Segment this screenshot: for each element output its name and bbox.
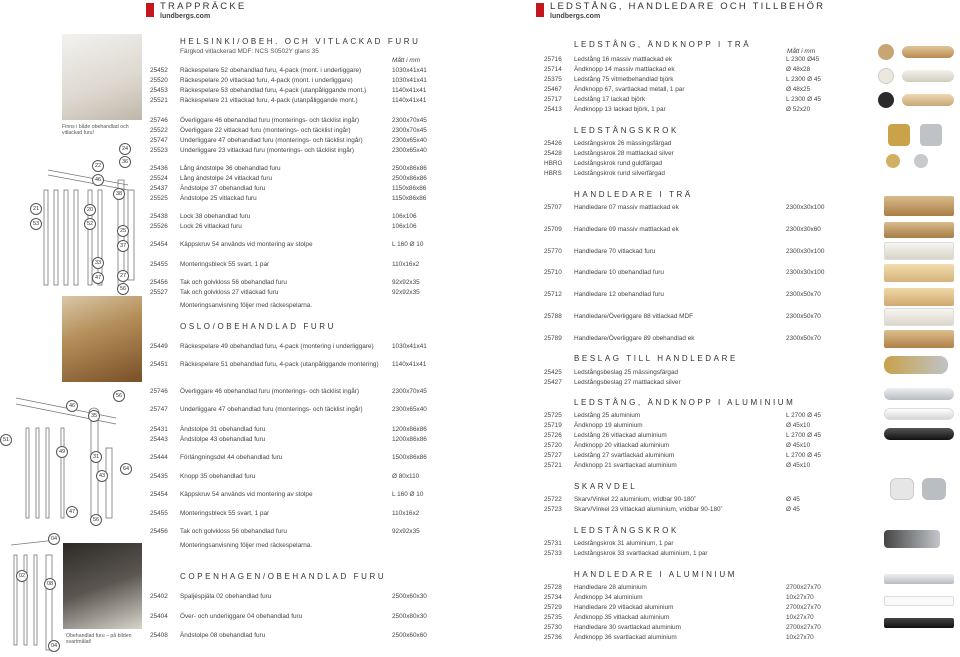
product-description: Lång ändstolpe 24 vitlackad furu <box>180 175 273 182</box>
diagram-number: 02 <box>16 570 28 582</box>
brand-logo <box>146 3 154 17</box>
product-description: Överliggare 46 obehandlad furu (monterings- och täcklist ingår) <box>180 117 360 124</box>
product-dimensions: 1150x86x86 <box>392 185 427 192</box>
product-dimensions: 2300x50x70 <box>786 335 821 342</box>
article-number: 25725 <box>544 412 562 419</box>
skarv-alu-image <box>922 478 946 500</box>
product-dimensions: 2700x27x70 <box>786 584 821 591</box>
product-dimensions: 92x92x35 <box>392 528 420 535</box>
product-description: Ändknopp 36 svartlackad aluminium <box>574 634 677 641</box>
article-number: 25436 <box>150 165 168 172</box>
diagram-number: 33 <box>92 257 104 269</box>
product-description: Ändknopp 13 lackad björk, 1 par <box>574 106 666 113</box>
diagram-number: 43 <box>96 470 108 482</box>
handledare-70-image <box>884 242 954 260</box>
product-dimensions: 2300x70x45 <box>392 117 427 124</box>
handledare-88-image <box>884 308 954 326</box>
diagram-number: 46 <box>92 174 104 186</box>
knob-white-image <box>878 68 894 84</box>
product-description: Handledare 28 aluminium <box>574 584 647 591</box>
article-number: 25524 <box>150 175 168 182</box>
product-description: Ändknopp 34 aluminium <box>574 594 643 601</box>
article-number: 25733 <box>544 550 562 557</box>
handledare-09-image <box>884 222 954 238</box>
product-dimensions: 2300x70x45 <box>392 127 427 134</box>
diagram-number: 25 <box>117 225 129 237</box>
article-number: HBRS <box>544 170 562 177</box>
product-description: Ledstångskrok 31 aluminium, 1 par <box>574 540 674 547</box>
product-description: Handledare 09 massiv mattlackad ek <box>574 226 679 233</box>
product-description: Ledstång 25 aluminium <box>574 412 641 419</box>
product-dimensions: 2300x30x60 <box>786 226 821 233</box>
article-number: 25736 <box>544 634 562 641</box>
product-dimensions: L 160 Ø 10 <box>392 241 424 248</box>
product-dimensions: 2300x65x40 <box>392 137 427 144</box>
right-header <box>536 2 825 21</box>
product-description: Ledstång 27 svartlackad aluminium <box>574 452 675 459</box>
left-header <box>146 2 246 21</box>
black-flat-rail-image <box>884 618 954 628</box>
product-dimensions: 2500x86x86 <box>392 175 427 182</box>
product-description: Ändknopp 14 massiv mattlackad ek <box>574 66 675 73</box>
product-description: Ändknopp 67, svartlackad metall, 1 par <box>574 86 685 93</box>
article-number: 25747 <box>150 406 168 413</box>
article-number: 25731 <box>544 540 562 547</box>
brand-logo <box>536 3 544 17</box>
article-number: 25714 <box>544 66 562 73</box>
product-description: Lock 38 obehandlad furu <box>180 213 251 220</box>
product-description: Handledare 12 obehandlad furu <box>574 291 664 298</box>
article-number: 25717 <box>544 96 562 103</box>
product-description: Räckespelare 21 vitlackad furu, 4-pack (utanpåliggande mont.) <box>180 97 358 104</box>
product-description: Ledstångsbeslag 27 mattlackad silver <box>574 379 681 386</box>
product-description: Knopp 35 obehandlad furu <box>180 473 256 480</box>
handledare-89-image <box>884 330 954 348</box>
diagram-number: 56 <box>113 390 125 402</box>
product-description: Ledstångskrok 26 mässingsfärgad <box>574 140 672 147</box>
white-rail-image <box>884 408 954 420</box>
section-title-handledare-tra: HANDLEDARE I TRÄ <box>574 190 693 199</box>
product-dimensions: 1140x41x41 <box>392 97 427 104</box>
handledare-10-image <box>884 264 954 282</box>
article-number: 25402 <box>150 593 168 600</box>
product-dimensions: L 2700 Ø 45 <box>786 432 821 439</box>
product-dimensions: L 2300 Ø45 <box>786 56 820 63</box>
product-dimensions: 2300x50x70 <box>786 313 821 320</box>
article-number: 25727 <box>544 452 562 459</box>
article-number: 25735 <box>544 614 562 621</box>
alu-rail-image <box>884 388 954 400</box>
product-dimensions: 10x27x70 <box>786 614 814 621</box>
product-description: Handledare 70 vitlackad furu <box>574 248 656 255</box>
article-number: 25425 <box>544 369 562 376</box>
product-description: Monteringsanvisning följer med räckespelarna. <box>180 542 313 549</box>
section-title-handledare-alu: HANDLEDARE I ALUMINIUM <box>574 570 737 579</box>
callout-bottom: Obehandlad furu – på bilden svartmålat! <box>66 633 132 645</box>
article-number: 25431 <box>150 426 168 433</box>
product-dimensions: L 2700 Ø 45 <box>786 452 821 459</box>
product-dimensions: 2300x30x100 <box>786 269 825 276</box>
product-dimensions: 2300x65x40 <box>392 406 427 413</box>
product-description: Handledare 29 vitlackad aluminium <box>574 604 674 611</box>
article-number: 25443 <box>150 436 168 443</box>
product-dimensions: 1500x86x86 <box>392 454 427 461</box>
helsinki-subtitle: Färgkod vitlackerad MDF: NCS S0502Y glans 35 <box>180 48 319 55</box>
product-description: Ändknopp 35 vitlackad aluminium <box>574 614 670 621</box>
diagram-number: 04 <box>48 533 60 545</box>
article-number: 25438 <box>150 213 168 220</box>
diagram-number: 52 <box>84 218 96 230</box>
product-dimensions: L 2300 Ø 45 <box>786 76 821 83</box>
section-title-beslag: BESLAG TILL HANDLEDARE <box>574 354 738 363</box>
product-description: Käppskruv 54 används vid montering av stolpe <box>180 491 313 498</box>
product-dimensions: 2700x27x70 <box>786 604 821 611</box>
product-description: Ledstångskrok rund guldfärgad <box>574 160 663 167</box>
photo-black-staircase <box>63 543 142 629</box>
unit-label: Mått i mm <box>787 48 816 55</box>
product-dimensions: 2500x80x30 <box>392 613 427 620</box>
product-dimensions: 2500x60x30 <box>392 593 427 600</box>
article-number: 25428 <box>544 150 562 157</box>
article-number: 25454 <box>150 491 168 498</box>
article-number: 25788 <box>544 313 562 320</box>
product-dimensions: Ø 45x10 <box>786 462 811 469</box>
article-number: 25526 <box>150 223 168 230</box>
product-description: Överliggare 22 vitlackad furu (monterings- och täcklist ingår) <box>180 127 351 134</box>
product-description: Handledare/Överliggare 88 vitlackad MDF <box>574 313 693 320</box>
product-dimensions: Ø 45x10 <box>786 442 811 449</box>
product-description: Ledstångskrok rund silverfärgad <box>574 170 665 177</box>
product-description: Lock 26 vitlackad furu <box>180 223 242 230</box>
article-number: 25746 <box>150 388 168 395</box>
article-number: 25770 <box>544 248 562 255</box>
article-number: 25728 <box>544 584 562 591</box>
product-description: Ändstolpe 08 obehandlad furu <box>180 632 266 639</box>
article-number: 25721 <box>544 462 562 469</box>
product-description: Underliggare 47 obehandlad furu (monterings- och täcklist ingår) <box>180 137 363 144</box>
product-description: Handledare 10 obehandlad furu <box>574 269 664 276</box>
diagram-number: 21 <box>30 203 42 215</box>
product-description: Monteringsbleck 55 svart, 1 par <box>180 510 270 517</box>
handrail-white-image <box>902 70 954 82</box>
diagram-number: 35 <box>88 410 100 422</box>
article-number: 25437 <box>150 185 168 192</box>
section-title-oslo: OSLO/OBEHANDLAD FURU <box>180 322 337 331</box>
product-dimensions: 10x27x70 <box>786 634 814 641</box>
article-number: 25734 <box>544 594 562 601</box>
article-number: 25525 <box>150 195 168 202</box>
diagram-number: 53 <box>30 218 42 230</box>
product-description: Ledstångskrok 28 mattlackad silver <box>574 150 674 157</box>
product-description: Ledstång 17 lackad björk <box>574 96 646 103</box>
section-title-ledstang-tra: LEDSTÅNG, ÄNDKNOPP I TRÄ <box>574 40 752 49</box>
diagram-number: 08 <box>44 578 56 590</box>
article-number: 25413 <box>544 106 562 113</box>
product-dimensions: Ø 80x110 <box>392 473 420 480</box>
product-description: Skarv/Vinkel 22 aluminium, vridbar 90-180˚ <box>574 496 697 503</box>
diagram-number: 38 <box>113 188 125 200</box>
article-number: 25520 <box>150 77 168 84</box>
product-description: Ledstång 16 massiv mattlackad ek <box>574 56 673 63</box>
article-number: 25408 <box>150 632 168 639</box>
diagram-number: 36 <box>119 156 131 168</box>
black-rail-image <box>884 428 954 440</box>
diagram-number: 64 <box>120 463 132 475</box>
product-description: Ändknopp 20 vitlackad aluminium <box>574 442 670 449</box>
product-description: Räckespelare 51 obehandlad furu, 4-pack (utanpåliggande montering) <box>180 361 379 368</box>
product-dimensions: 110x16x2 <box>392 510 420 517</box>
product-description: Monteringsbleck 55 svart, 1 par <box>180 261 270 268</box>
article-number: 25456 <box>150 279 168 286</box>
diagram-number: 27 <box>117 270 129 282</box>
diagram-number: 37 <box>117 240 129 252</box>
product-dimensions: 1140x41x41 <box>392 361 427 368</box>
article-number: 25747 <box>150 137 168 144</box>
alu-hook-image <box>884 530 940 548</box>
white-flat-rail-image <box>884 596 954 606</box>
article-number: 25719 <box>544 422 562 429</box>
product-dimensions: 92x92x35 <box>392 279 420 286</box>
product-dimensions: Ø 45 <box>786 496 800 503</box>
product-description: Ändstolpe 31 obehandlad furu <box>180 426 266 433</box>
article-number: 25730 <box>544 624 562 631</box>
product-description: Underliggare 23 vitlackad furu (monterings- och täcklist ingår) <box>180 147 355 154</box>
knob-black-image <box>878 92 894 108</box>
hook-silver-image <box>920 124 942 146</box>
knob-oak-image <box>878 44 894 60</box>
product-dimensions: 1030x41x41 <box>392 77 427 84</box>
product-dimensions: 106x106 <box>392 213 417 220</box>
article-number: 25712 <box>544 291 562 298</box>
article-number: 25709 <box>544 226 562 233</box>
product-description: Ledstångsbeslag 25 mässingsfärgad <box>574 369 679 376</box>
product-dimensions: 1150x86x86 <box>392 195 427 202</box>
article-number: HBRG <box>544 160 563 167</box>
diagram-number: 49 <box>56 446 68 458</box>
beslag-image <box>884 356 948 374</box>
article-number: 25467 <box>544 86 562 93</box>
page-title: TRAPPRÄCKE <box>160 1 247 12</box>
article-number: 25521 <box>150 97 168 104</box>
article-number: 25729 <box>544 604 562 611</box>
product-description: Räckespelare 53 obehandlad furu, 4-pack (utanpåliggande mont.) <box>180 87 367 94</box>
article-number: 25720 <box>544 442 562 449</box>
article-number: 25716 <box>544 56 562 63</box>
diagram-number: 24 <box>119 143 131 155</box>
article-number: 25455 <box>150 261 168 268</box>
product-dimensions: 2300x30x100 <box>786 248 825 255</box>
article-number: 25527 <box>150 289 168 296</box>
photo-white-staircase <box>62 34 142 120</box>
handledare-12-image <box>884 288 954 306</box>
product-dimensions: 1140x41x41 <box>392 87 427 94</box>
product-dimensions: Ø 52x20 <box>786 106 811 113</box>
product-description: Räckespelare 20 vitlackad furu, 4-pack (mont. i underliggare) <box>180 77 353 84</box>
product-dimensions: Ø 45x10 <box>786 422 811 429</box>
product-description: Skarv/Vinkel 23 vitlackad aluminium, vridbar 90-180˚ <box>574 506 723 513</box>
product-description: Över- och underliggare 04 obehandlad furu <box>180 613 303 620</box>
hook-round-gold-image <box>886 154 900 168</box>
handrail-birch-image <box>902 94 954 106</box>
product-dimensions: Ø 48x28 <box>786 66 811 73</box>
product-dimensions: 1030x41x41 <box>392 343 427 350</box>
product-dimensions: 2300x50x70 <box>786 291 821 298</box>
section-title-ledstangskrok: LEDSTÅNGSKROK <box>574 126 679 135</box>
section-title-ledstangskrok-alu: LEDSTÅNGSKROK <box>574 526 679 535</box>
photo-wood-staircase <box>62 296 142 382</box>
product-dimensions: 92x92x35 <box>392 289 420 296</box>
product-description: Handledare/Överliggare 89 obehandlad ek <box>574 335 695 342</box>
hook-round-silver-image <box>914 154 928 168</box>
product-dimensions: 2500x60x60 <box>392 632 427 639</box>
alu-flat-rail-image <box>884 574 954 584</box>
article-number: 25454 <box>150 241 168 248</box>
product-dimensions: L 160 Ø 10 <box>392 491 424 498</box>
article-number: 25710 <box>544 269 562 276</box>
section-title-skarvdel: SKARVDEL <box>574 482 638 491</box>
product-dimensions: 1030x41x41 <box>392 67 427 74</box>
diagram-number: 20 <box>84 204 96 216</box>
product-dimensions: 2700x27x70 <box>786 624 821 631</box>
product-dimensions: 2300x65x40 <box>392 147 427 154</box>
diagram-number: 46 <box>66 400 78 412</box>
product-description: Handledare 30 svartlackad aluminium <box>574 624 681 631</box>
product-dimensions: 106x106 <box>392 223 417 230</box>
product-description: Lång ändstolpe 36 obehandlad furu <box>180 165 281 172</box>
product-description: Ledstångskrok 33 svartlackad aluminium, 1 par <box>574 550 708 557</box>
article-number: 25404 <box>150 613 168 620</box>
article-number: 25723 <box>544 506 562 513</box>
unit-label: Mått i mm <box>392 57 421 64</box>
diagram-number: 04 <box>48 640 60 652</box>
article-number: 25707 <box>544 204 562 211</box>
product-dimensions: Ø 45 <box>786 506 800 513</box>
product-description: Ändstolpe 37 obehandlad furu <box>180 185 266 192</box>
section-title-helsinki: HELSINKI/OBEH. OCH VITLACKAD FURU <box>180 37 421 46</box>
article-number: 25746 <box>150 117 168 124</box>
site-url: lundbergs.com <box>160 13 211 20</box>
product-description: Ändknopp 19 aluminium <box>574 422 643 429</box>
product-description: Överliggare 46 obehandlad furu (monterings- och täcklist ingår) <box>180 388 360 395</box>
diagram-number: 31 <box>90 451 102 463</box>
product-dimensions: 2300x70x45 <box>392 388 427 395</box>
hook-brass-image <box>888 124 910 146</box>
diagram-number: 47 <box>66 506 78 518</box>
article-number: 25449 <box>150 343 168 350</box>
product-description: Spaljéspjäla 02 obehandlad furu <box>180 593 272 600</box>
article-number: 25435 <box>150 473 168 480</box>
article-number: 25375 <box>544 76 562 83</box>
product-description: Käppskruv 54 används vid montering av stolpe <box>180 241 313 248</box>
section-title-ledstang-alu: LEDSTÅNG, ÄNDKNOPP I ALUMINIUM <box>574 398 796 407</box>
article-number: 25453 <box>150 87 168 94</box>
article-number: 25427 <box>544 379 562 386</box>
diagram-number: 56 <box>90 514 102 526</box>
article-number: 25426 <box>544 140 562 147</box>
product-description: Ändknopp 21 svartlackad aluminium <box>574 462 677 469</box>
callout-top: Finns i både obehandlad och vitlackad furu! <box>62 124 129 136</box>
copenhagen-parts-diagram <box>6 535 61 655</box>
article-number: 25452 <box>150 67 168 74</box>
product-dimensions: 10x27x70 <box>786 594 814 601</box>
article-number: 25451 <box>150 361 168 368</box>
article-number: 25789 <box>544 335 562 342</box>
product-dimensions: L 2300 Ø 45 <box>786 96 821 103</box>
article-number: 25455 <box>150 510 168 517</box>
diagram-number: 56 <box>117 283 129 295</box>
product-description: Förlängningsdel 44 obehandlad furu <box>180 454 283 461</box>
article-number: 25722 <box>544 496 562 503</box>
article-number: 25726 <box>544 432 562 439</box>
product-dimensions: 2500x86x86 <box>392 165 427 172</box>
product-description: Ledstång 26 vitlackad aluminium <box>574 432 667 439</box>
product-dimensions: 1200x86x86 <box>392 426 427 433</box>
product-dimensions: 2300x30x100 <box>786 204 825 211</box>
page-title: LEDSTÅNG, HANDLEDARE OCH TILLBEHÖR <box>550 1 826 12</box>
article-number: 25523 <box>150 147 168 154</box>
skarv-image <box>890 478 914 500</box>
article-number: 25456 <box>150 528 168 535</box>
product-description: Ändstolpe 43 obehandlad furu <box>180 436 266 443</box>
section-title-copenhagen: COPENHAGEN/OBEHANDLAD FURU <box>180 572 387 581</box>
right-page <box>480 0 960 657</box>
product-dimensions: L 2700 Ø 45 <box>786 412 821 419</box>
product-dimensions: 1200x86x86 <box>392 436 427 443</box>
product-description: Tak och golvkloss 27 vitlackad furu <box>180 289 279 296</box>
diagram-number: 22 <box>92 160 104 172</box>
product-description: Tak och golvkloss 56 obehandlad furu <box>180 528 287 535</box>
product-dimensions: Ø 48x25 <box>786 86 811 93</box>
site-url: lundbergs.com <box>550 13 601 20</box>
product-description: Ändstolpe 25 vitlackad furu <box>180 195 257 202</box>
handrail-oak-image <box>902 46 954 58</box>
article-number: 25444 <box>150 454 168 461</box>
diagram-number: 47 <box>92 272 104 284</box>
handledare-07-image <box>884 196 954 216</box>
product-description: Räckespelare 49 obehandlad furu, 4-pack (montering i underliggare) <box>180 343 374 350</box>
product-description: Tak och golvkloss 56 obehandlad furu <box>180 279 287 286</box>
product-description: Ledstång 75 vitmetbehandlad björk <box>574 76 674 83</box>
product-dimensions: 110x16x2 <box>392 261 420 268</box>
product-description: Monteringsanvisning följer med räckespelarna. <box>180 302 313 309</box>
article-number: 25522 <box>150 127 168 134</box>
product-description: Räckespelare 52 obehandlad furu, 4-pack (mont. i underliggare) <box>180 67 362 74</box>
product-description: Handledare 07 massiv mattlackad ek <box>574 204 679 211</box>
product-description: Underliggare 47 obehandlad furu (monterings- och täcklist ingår) <box>180 406 363 413</box>
diagram-number: 51 <box>0 434 12 446</box>
